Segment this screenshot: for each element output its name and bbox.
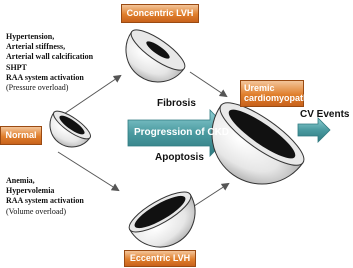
volume-factor-item: RAA system activation	[6, 196, 84, 206]
volume-overload-note: (Volume overload)	[6, 206, 67, 216]
pressure-factor-item: SHPT	[6, 62, 27, 72]
eccentric-lvh-label: Eccentric LVH	[124, 250, 196, 267]
normal-heart-icon	[41, 107, 94, 156]
volume-factor-item: Anemia,	[6, 176, 35, 185]
pressure-factor-item: Arterial stiffness,	[6, 42, 66, 52]
pressure-factors	[6, 32, 93, 93]
concentric-heart-icon	[113, 23, 190, 94]
concentric-lvh-label: Concentric LVH	[121, 4, 199, 23]
arrow-concentric-to-uremic	[190, 72, 226, 96]
apoptosis-label: Apoptosis	[155, 152, 204, 163]
cv-events-text: CV Events	[300, 109, 350, 120]
pressure-factor-item: RAA system activation	[6, 72, 84, 82]
volume-factors	[6, 176, 84, 217]
cv-events-arrow	[298, 118, 330, 142]
progression-label: Progression of CKD	[134, 127, 230, 138]
normal-label: Normal	[0, 126, 42, 145]
uremic-cardiomyopathy-label: Uremic cardiomyopathy	[240, 80, 304, 107]
pressure-factor-item: Arterial wall calcification	[6, 52, 94, 62]
eccentric-heart-icon	[124, 185, 208, 260]
fibrosis-label: Fibrosis	[157, 98, 196, 109]
pressure-factor-item: Hypertension,	[6, 32, 55, 41]
pressure-overload-note: (Pressure overload)	[6, 83, 69, 93]
volume-factor-item: Hypervolemia	[6, 186, 55, 196]
